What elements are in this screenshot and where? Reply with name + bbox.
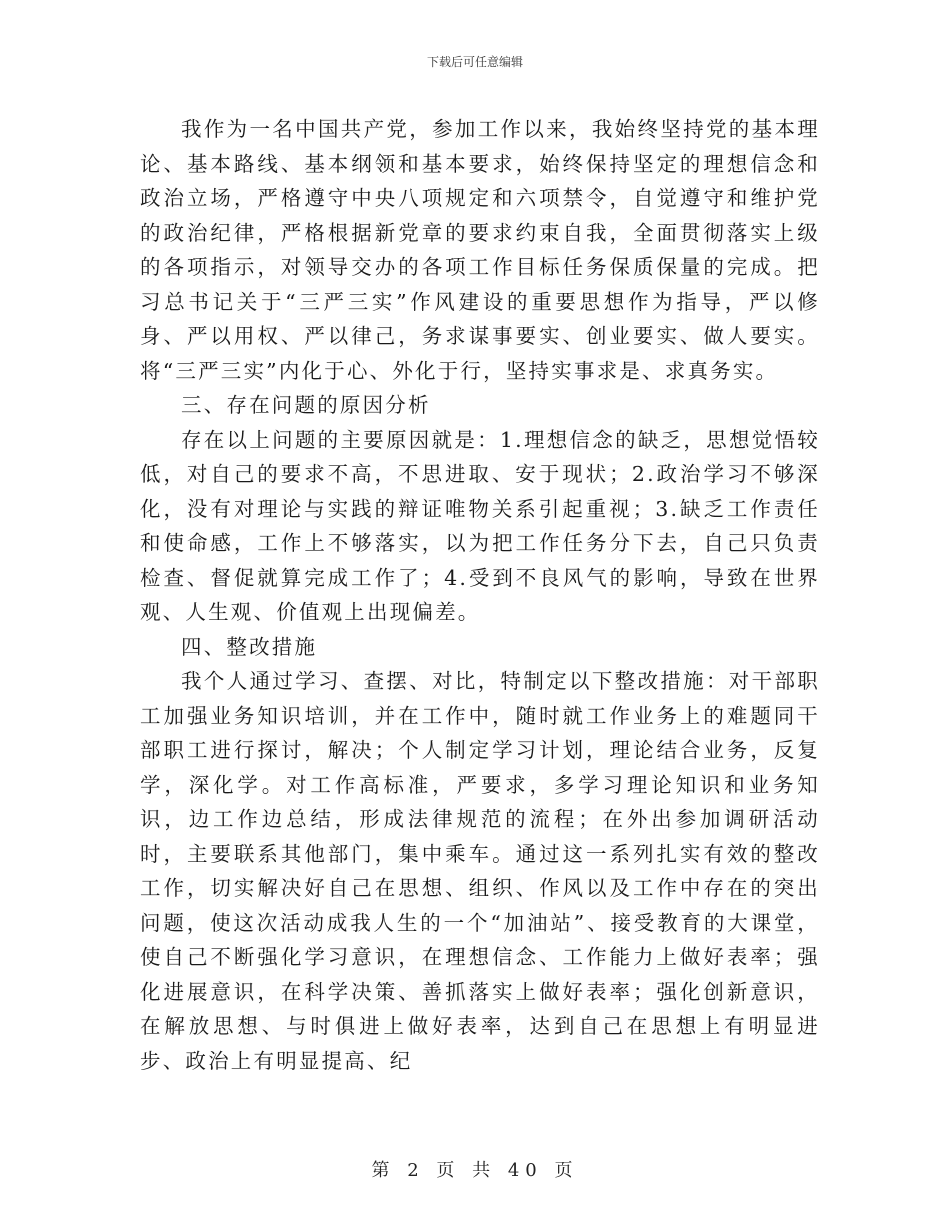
paragraph-cause-analysis: 存在以上问题的主要原因就是：1.理想信念的缺乏，思想觉悟较低，对自己的要求不高，不思进取、安于现状；2.政治学习不够深化，没有对理论与实践的辩证唯物关系引起重视；3.缺乏工作责任和使命感，工作上不够落实，以为把工作任务分下去，自己只负责检查、督促就算完成工作了；4.受到不良风气的影响，导致在世界观、人生观、价值观上出现偏差。	[140, 427, 820, 624]
page-header-note: 下载后可任意编辑	[426, 55, 523, 69]
document-body	[140, 112, 820, 1078]
section-heading-cause-analysis: 三、存在问题的原因分析	[181, 393, 431, 417]
section-heading-rectification: 四、整改措施	[181, 634, 318, 659]
page-number-footer: 第 2 页 共 40 页	[371, 1160, 579, 1181]
paragraph-party-commitment: 我作为一名中国共产党，参加工作以来，我始终坚持党的基本理论、基本路线、基本纲领和基本要求，始终保持坚定的理想信念和政治立场，严格遵守中央八项规定和六项禁令，自觉遵守和维护党的政治纪律，严格根据新党章的要求约束自我，全面贯彻落实上级的各项指示，对领导交办的各项工作目标任务保质保量的完成。把习总书记关于“三严三实”作风建设的重要思想作为指导，严以修身、严以用权、严以律己，务求谋事要实、创业要实、做人要实。将“三严三实”内化于心、外化于行，坚持实事求是、求真务实。	[140, 117, 820, 383]
paragraph-rectification-measures: 我个人通过学习、查摆、对比，特制定以下整改措施：对干部职工加强业务知识培训，并在工作中，随时就工作业务上的难题同干部职工进行探讨，解决；个人制定学习计划，理论结合业务，反复学，深化学。对工作高标准，严要求，多学习理论知识和业务知识，边工作边总结，形成法律规范的流程；在外出参加调研活动时，主要联系其他部门，集中乘车。通过这一系列扎实有效的整改工作，切实解决好自己在思想、组织、作风以及工作中存在的突出问题，使这次活动成我人生的一个“加油站”、接受教育的大课堂，使自己不断强化学习意识，在理想信念、工作能力上做好表率；强化进展意识，在科学决策、善抓落实上做好表率；强化创新意识，在解放思想、与时俱进上做好表率，达到自己在思想上有明显进步、政治上有明显提高、纪	[140, 669, 820, 1073]
